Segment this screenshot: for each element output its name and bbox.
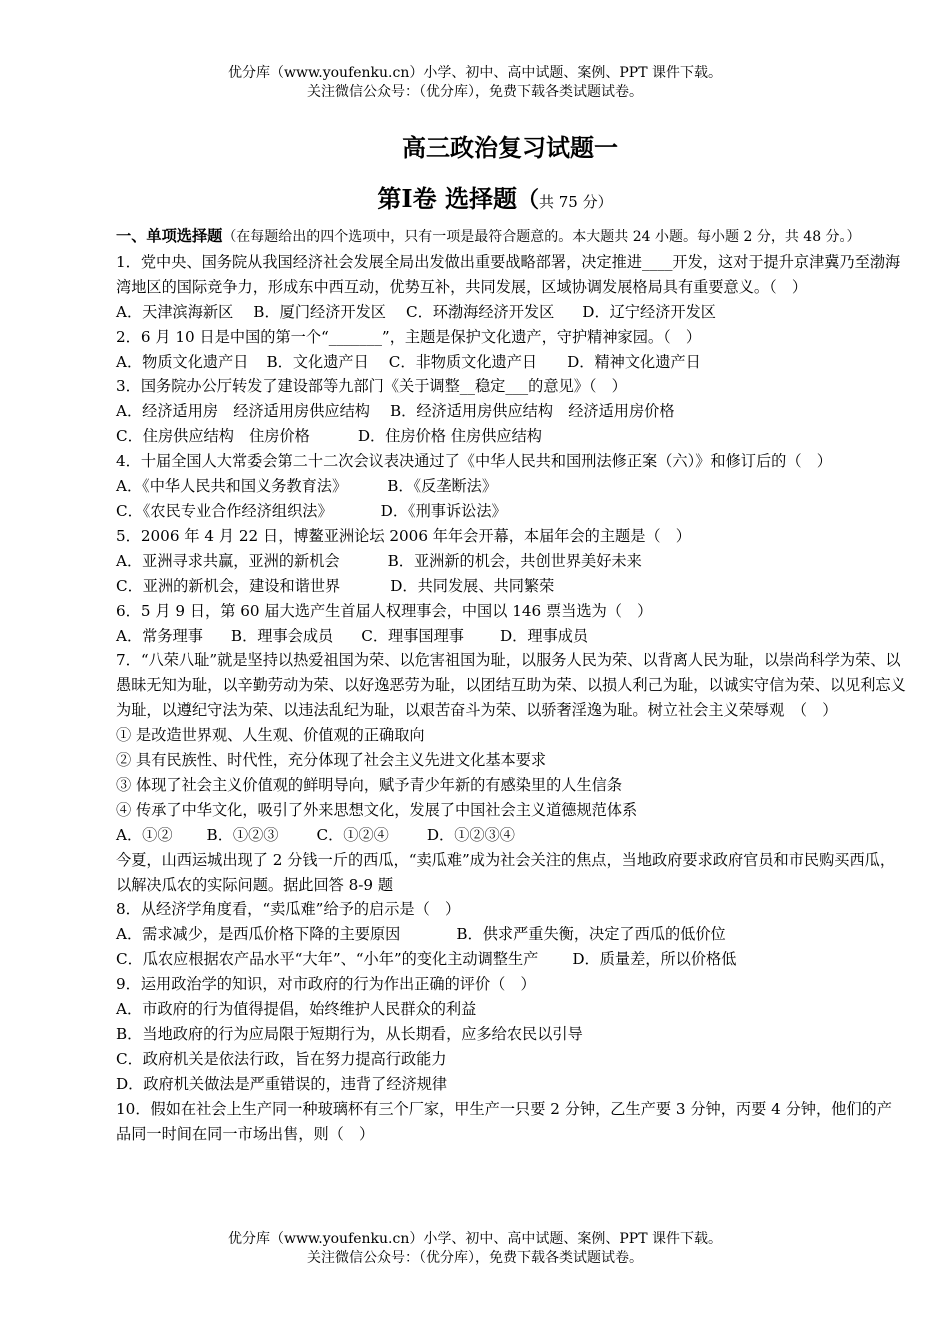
option-a: A．需求减少，是西瓜价格下降的主要原因	[116, 925, 401, 944]
question-1-options	[116, 300, 906, 325]
option-b: B．供求严重失衡，决定了西瓜的低价位	[456, 925, 726, 944]
option-d: D．理事成员	[499, 626, 589, 645]
option-a: A．常务理事	[116, 626, 203, 645]
question-7-item-2: ② 具有民族性、时代性，充分体现了社会主义先进文化基本要求	[116, 751, 547, 770]
section-note: （在每题给出的四个选项中，只有一项是最符合题意的。本大题共 24 小题。每小题 2 分，共 48 分。）	[222, 229, 861, 245]
header-line-1: 优分库（www.youfenku.cn）小学、初中、高中试题、案例、PPT 课件下载。	[227, 65, 722, 81]
exam-content	[116, 224, 906, 1147]
option-b: B．当地政府的行为应局限于短期行为，从长期看，应多给农民以引导	[116, 1025, 583, 1043]
option-d: D．辽宁经济开发区	[582, 302, 716, 321]
header-line-2: 关注微信公众号：（优分库），免费下载各类试题试卷。	[307, 84, 643, 100]
option-d: D．《刑事诉讼法》	[380, 501, 507, 520]
page-footer	[0, 1230, 950, 1268]
question-6-stem: 6．5 月 9 日，第 60 届大选产生首届人权理事会，中国以 146 票当选为（ ）	[116, 601, 653, 620]
question-7-item-3: ③ 体现了社会主义价值观的鲜明导向，赋予青少年新的有感染里的人生信条	[116, 775, 623, 794]
option-a: A．经济适用房 经济适用房供应结构	[116, 402, 370, 421]
question-9-stem: 9．运用政治学的知识，对市政府的行为作出正确的评价（ ）	[116, 975, 536, 994]
question-8-options-row2	[116, 947, 906, 972]
option-d: D．质量差，所以价格低	[572, 950, 737, 969]
option-b: B．理事会成员	[230, 626, 334, 645]
option-c: C．理事国理事	[361, 626, 464, 645]
option-b: B．经济适用房供应结构 经济适用房价格	[389, 402, 675, 421]
question-5-stem: 5．2006 年 4 月 22 日，博鳌亚洲论坛 2006 年年会开幕，本届年会的主题是（ ）	[116, 526, 691, 545]
option-c: C．非物质文化遗产日	[388, 352, 538, 371]
question-7-stem: 7．“八荣八耻”就是坚持以热爱祖国为荣、以危害祖国为耻，以服务人民为荣、以背离人民为耻，以崇尚科学为荣、以愚昧无知为耻，以辛勤劳动为荣、以好逸恶劳为耻，以团结互助为荣、以损人利己为耻，以诚实守信为荣、以见利忘义为耻，以遵纪守法为荣、以违法乱纪为耻，以艰苦奋斗为荣、以骄奢淫逸为耻。树立社会主义荣辱观 （ ）	[116, 651, 906, 720]
option-a: A．《中华人民共和国义务教育法》	[116, 477, 348, 496]
question-4-options-row1	[116, 474, 906, 499]
option-b: B．亚洲新的机会，共创世界美好未来	[387, 551, 642, 570]
option-d: D．政府机关做法是严重错误的，违背了经济规律	[116, 1074, 448, 1093]
option-a: A．天津滨海新区	[116, 302, 234, 321]
option-c: C．亚洲的新机会，建设和谐世界	[116, 576, 341, 595]
page-header	[0, 64, 950, 102]
option-d: D．共同发展、共同繁荣	[390, 576, 555, 595]
question-2-stem: 2．6 月 10 日是中国的第一个“_______”，主题是保护文化遗产，守护精神家园。（ ）	[116, 327, 702, 346]
option-b: B．厦门经济开发区	[253, 302, 386, 321]
option-c: C．政府机关是依法行政，旨在努力提高行政能力	[116, 1049, 447, 1068]
exam-title: 高三政治复习试题一	[402, 133, 618, 162]
question-10-stem: 10．假如在社会上生产同一种玻璃杯有三个厂家，甲生产一只要 2 分钟，乙生产要 3 分钟，丙要 4 分钟，他们的产品同一时间在同一市场出售，则（ ）	[116, 1099, 892, 1143]
option-a: A．市政府的行为值得提倡，始终维护人民群众的利益	[116, 1000, 477, 1019]
footer-line-1: 优分库（www.youfenku.cn）小学、初中、高中试题、案例、PPT 课件下载。	[227, 1231, 722, 1247]
question-7-item-1: ① 是改造世界观、人生观、价值观的正确取向	[116, 726, 425, 745]
question-2-options	[116, 350, 906, 375]
question-7-item-4: ④ 传承了中华文化，吸引了外来思想文化，发展了中国社会主义道德规范体系	[116, 800, 638, 819]
question-8-stem: 8．从经济学角度看，“卖瓜难”给予的启示是（ ）	[116, 900, 461, 919]
question-3-options-row1	[116, 399, 906, 424]
option-c: C．环渤海经济开发区	[405, 302, 555, 321]
question-5-options-row2	[116, 574, 906, 599]
exam-subtitle	[0, 181, 950, 220]
footer-line-2: 关注微信公众号：（优分库），免费下载各类试题试卷。	[307, 1250, 643, 1266]
question-1-stem: 1．党中央、国务院从我国经济社会发展全局出发做出重要战略部署，决定推进____开发，这对于提升京津冀乃至渤海湾地区的国际竞争力，形成东中西互动，优势互补，共同发展，区域协调发展格局具有重要意义。（ ）	[116, 252, 901, 296]
subtitle-paren: （	[516, 187, 539, 213]
question-6-options	[116, 624, 906, 649]
option-a: A．①②	[116, 825, 173, 844]
option-c: C．住房供应结构 住房价格	[116, 427, 310, 446]
option-b: B．文化遗产日	[266, 352, 369, 371]
option-c: C．①②④	[316, 825, 389, 844]
question-3-options-row2	[116, 424, 906, 449]
question-8-options-row1	[116, 922, 906, 947]
option-b: B．①②③	[206, 825, 279, 844]
section-heading	[116, 224, 906, 250]
option-c: C．《农民专业合作经济组织法》	[116, 501, 333, 520]
option-d: D．精神文化遗产日	[567, 352, 701, 371]
option-d: D．①②③④	[426, 825, 515, 844]
option-a: A．物质文化遗产日	[116, 352, 249, 371]
subtitle-score: 共 75 分）	[538, 193, 613, 211]
question-5-options-row1	[116, 549, 906, 574]
question-7-options	[116, 823, 906, 848]
option-c: C．瓜农应根据农产品水平“大年”、“小年”的变化主动调整生产	[116, 950, 539, 969]
option-b: B．《反垄断法》	[387, 477, 498, 496]
reading-passage: 今夏，山西运城出现了 2 分钱一斤的西瓜，“卖瓜难”成为社会关注的焦点，当地政府要求政府官员和市民购买西瓜，以解决瓜农的实际问题。据此回答 8-9 题	[116, 850, 896, 894]
option-d: D．住房价格 住房供应结构	[357, 427, 542, 446]
question-3-stem: 3．国务院办公厅转发了建设部等九部门《关于调整__稳定___的意见》（ ）	[116, 377, 627, 396]
option-a: A．亚洲寻求共赢，亚洲的新机会	[116, 551, 340, 570]
section-title: 一、单项选择题	[116, 227, 223, 245]
question-4-options-row2	[116, 499, 906, 524]
question-4-stem: 4．十届全国人大常委会第二十二次会议表决通过了《中华人民共和国刑法修正案（六）》和修订后的（ ）	[116, 452, 832, 471]
subtitle-main: 第Ⅰ卷 选择题	[377, 184, 517, 213]
